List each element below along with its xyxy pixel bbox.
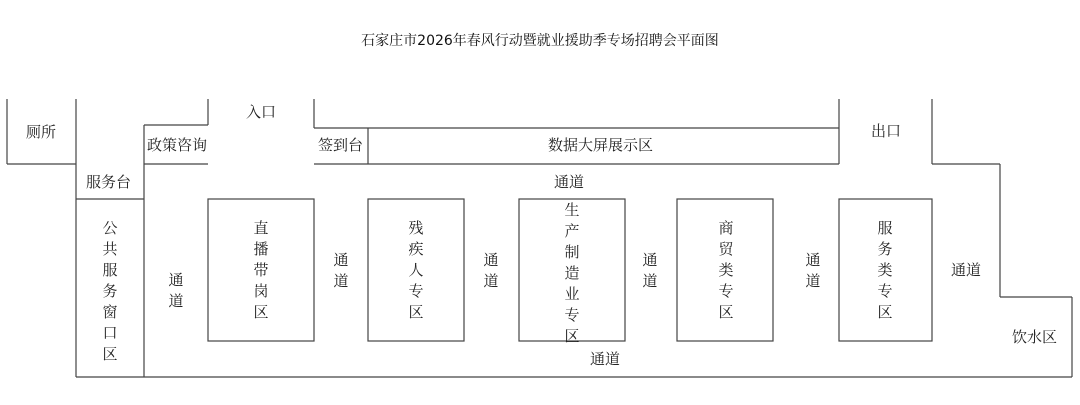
exit-label[interactable]: 出口 [871, 122, 902, 140]
entrance-label[interactable]: 入口 [246, 103, 277, 121]
zone-service-label[interactable]: 服务类专区 [877, 219, 893, 321]
policy-consult-label: 政策咨询 [147, 136, 208, 154]
aisle-left-label: 通道 [168, 271, 184, 310]
public-window-label: 公共服务窗口区 [102, 219, 118, 363]
aisle-5-label: 通道 [805, 251, 821, 290]
signin-desk-label: 签到台 [318, 136, 364, 154]
service-desk-label: 服务台 [86, 173, 132, 191]
toilet-label: 厕所 [26, 123, 57, 141]
page-title: 石家庄市2026年春风行动暨就业援助季专场招聘会平面图 [361, 33, 719, 49]
aisle-2-label: 通道 [333, 251, 349, 290]
water-area-label: 饮水区 [1012, 328, 1058, 346]
zone-disabled-label[interactable]: 残疾人专区 [408, 219, 424, 321]
aisle-4-label: 通道 [642, 251, 658, 290]
data-screen-label: 数据大屏展示区 [548, 136, 654, 154]
zone-trade-label[interactable]: 商贸类专区 [718, 219, 734, 321]
zone-live-label[interactable]: 直播带岗区 [253, 219, 269, 321]
aisle-right-label: 通道 [951, 261, 982, 279]
aisle-3-label: 通道 [483, 251, 499, 290]
aisle-bottom-label: 通道 [590, 350, 621, 368]
zone-manufacturing-label[interactable]: 生产制造业专区 [564, 201, 580, 345]
aisle-top-label: 通道 [554, 173, 585, 191]
